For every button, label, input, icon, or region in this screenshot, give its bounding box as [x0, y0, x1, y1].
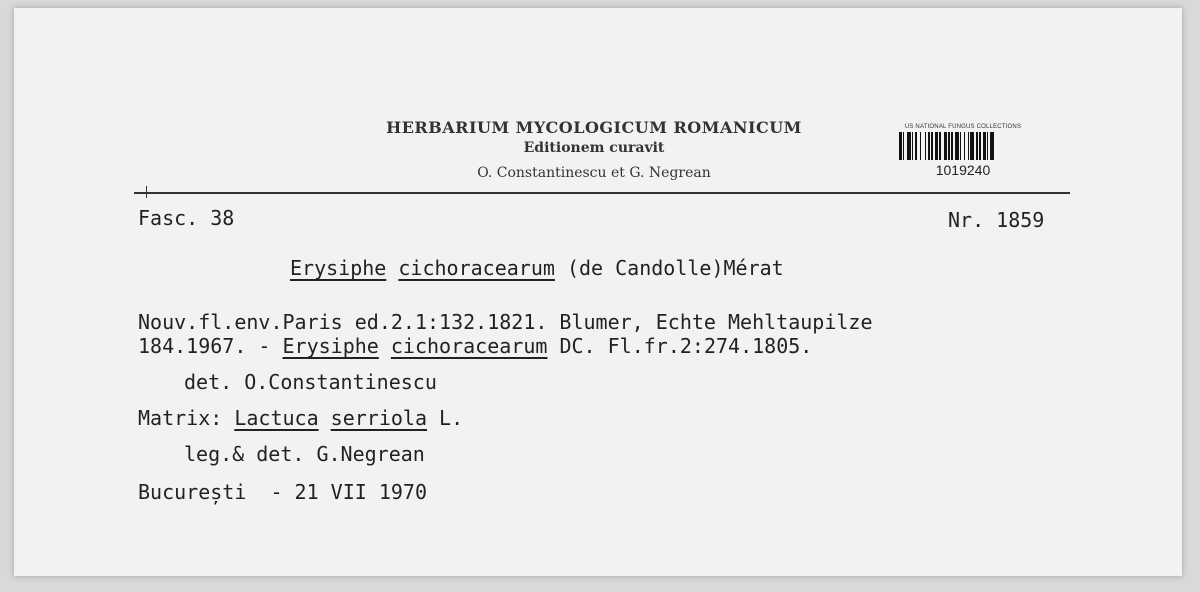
taxon-authority: (de Candolle)Mérat [566, 256, 784, 280]
citation-genus: Erysiphe [282, 334, 379, 358]
taxon-species: cichoracearum [398, 256, 555, 280]
fascicle-label: Fasc. 38 [138, 206, 235, 230]
barcode-number: 1019240 [935, 162, 991, 178]
taxon-name [290, 256, 784, 280]
matrix-genus: Lactuca [234, 406, 319, 430]
herbarium-title: HERBARIUM MYCOLOGICUM ROMANICUM [386, 118, 802, 137]
specimen-label [14, 8, 1182, 576]
herbarium-editors: O. Constantinescu et G. Negrean [477, 165, 711, 181]
citation-year: 184.1967. - [138, 334, 283, 358]
barcode-sticker [890, 124, 1036, 188]
collector: leg.& det. G.Negrean [184, 442, 425, 466]
specimen-number: Nr. 1859 [948, 208, 1045, 232]
determiner: det. O.Constantinescu [184, 370, 437, 394]
citation-line-1: Nouv.fl.env.Paris ed.2.1:132.1821. Blumer, Echte Mehltaupilze [138, 310, 873, 334]
matrix-line [138, 406, 463, 430]
citation-species: cichoracearum [390, 334, 548, 358]
herbarium-subtitle: Editionem curavit [523, 140, 665, 156]
header-divider [134, 192, 1070, 194]
locality-date: București - 21 VII 1970 [138, 480, 427, 504]
citation-line-2 [138, 334, 812, 358]
matrix-species: serriola [330, 406, 427, 430]
matrix-authority: L. [427, 406, 464, 430]
barcode-icon [899, 132, 1027, 160]
matrix-label: Matrix: [138, 406, 235, 430]
taxon-genus: Erysiphe [290, 256, 387, 280]
citation-reference: DC. Fl.fr.2:274.1805. [547, 334, 813, 358]
barcode-caption: US NATIONAL FUNGUS COLLECTIONS [904, 124, 1022, 130]
